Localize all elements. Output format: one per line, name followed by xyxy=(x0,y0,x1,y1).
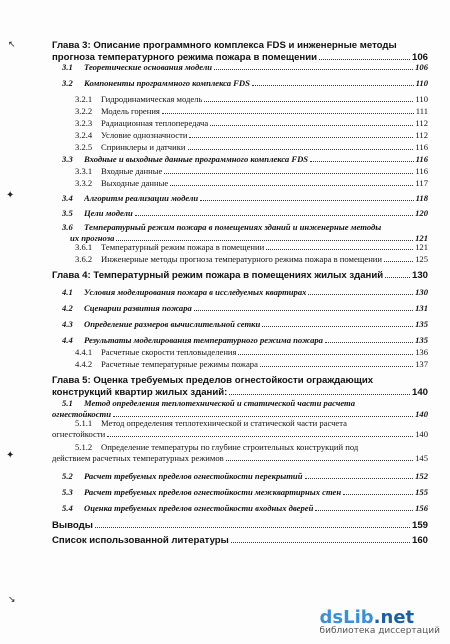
toc-page-number: 121 xyxy=(415,233,428,243)
toc-page-number: 120 xyxy=(415,208,428,218)
toc-entry-title-line1: Глава 3: Описание программного комплекса FDS и инженерные методы xyxy=(52,40,397,51)
toc-entry-title: Компоненты программного комплекса FDS xyxy=(84,78,250,88)
toc-entry-title: Определение размеров вычислительной сетки xyxy=(84,319,261,329)
toc-entry-row xyxy=(62,303,428,314)
toc-page-number: 110 xyxy=(415,94,428,104)
toc-entry-title: прогноза температурного режима пожара в помещении xyxy=(52,52,317,63)
toc-entry-row xyxy=(75,130,428,141)
toc-entry-row xyxy=(52,453,428,464)
toc-entry-row xyxy=(62,335,428,346)
toc-page-number: 155 xyxy=(415,487,428,497)
toc-entry-row xyxy=(75,254,428,265)
toc-entry-row xyxy=(75,166,428,177)
toc-entry-title-line1: Метод определения теплотехнической и статической части расчета xyxy=(84,398,356,408)
watermark xyxy=(320,607,440,636)
toc-page-number: 140 xyxy=(411,387,428,398)
toc-entry-title: Гидродинамическая модель xyxy=(101,94,203,104)
toc-entry-line xyxy=(62,222,381,232)
toc-leader-dots xyxy=(189,137,413,138)
toc-entry-number: 3.6.1 xyxy=(75,242,93,252)
toc-entry-number: 3.2.3 xyxy=(75,118,93,128)
toc-entry-title: Алгоритм реализации модели xyxy=(84,193,199,203)
toc-entry-row xyxy=(75,242,428,253)
toc-entry-row xyxy=(52,270,428,281)
toc-entry-row xyxy=(75,359,428,370)
toc-entry-row xyxy=(62,154,428,165)
toc-leader-dots xyxy=(164,173,413,174)
toc-leader-dots xyxy=(319,59,410,60)
toc-entry-title: Выводы xyxy=(52,520,93,531)
toc-entry-title: Цели модели xyxy=(84,208,133,218)
toc-page-number: 160 xyxy=(411,535,428,546)
toc-entry-title: Расчетные температурные режимы пожара xyxy=(101,359,258,369)
toc-entry-title: Спринклеры и датчики xyxy=(101,142,186,152)
toc-page-number: 140 xyxy=(415,429,428,439)
toc-page-number: 159 xyxy=(411,520,428,531)
toc-entry-number: 5.2 xyxy=(62,471,73,481)
toc-leader-dots xyxy=(204,101,413,102)
toc-entry-number: 4.4.1 xyxy=(75,347,93,357)
toc-entry-title: Расчет требуемых пределов огнестойкости межквартирных стен xyxy=(84,487,342,497)
toc-entry-number: 3.3.1 xyxy=(75,166,93,176)
toc-leader-dots xyxy=(170,185,413,186)
toc-entry-row xyxy=(62,471,428,482)
toc-entry-number: 5.1 xyxy=(62,398,73,408)
toc-entry-title: Глава 4: Температурный режим пожара в помещениях жилых зданий xyxy=(52,270,384,281)
toc-leader-dots xyxy=(229,394,410,395)
toc-entry-row xyxy=(62,193,428,204)
toc-leader-dots xyxy=(315,510,413,511)
toc-leader-dots xyxy=(210,125,413,126)
toc-entry-number: 3.6 xyxy=(62,222,73,232)
toc-leader-dots xyxy=(262,326,413,327)
toc-entry-title-line1: Метод определения теплотехнической и статической части расчета xyxy=(101,418,347,428)
toc-entry-number: 3.5 xyxy=(62,208,73,218)
toc-entry-number: 4.1 xyxy=(62,287,73,297)
toc-entry-number: 4.4 xyxy=(62,335,73,345)
toc-entry-title: Сценарии развития пожара xyxy=(84,303,192,313)
toc-page-number: 112 xyxy=(415,130,428,140)
toc-entry-number: 3.4 xyxy=(62,193,73,203)
toc-leader-dots xyxy=(107,436,413,437)
toc-entry-row xyxy=(52,535,428,546)
toc-page-number: 106 xyxy=(415,62,428,72)
toc-entry-title: Результаты моделирования температурного режима пожара xyxy=(84,335,323,345)
toc-entry-row xyxy=(62,487,428,498)
toc-leader-dots xyxy=(385,277,410,278)
toc-leader-dots xyxy=(194,310,413,311)
toc-entry-title: Модель горения xyxy=(101,106,160,116)
toc-entry-number: 3.3.2 xyxy=(75,178,93,188)
toc-entry-row xyxy=(62,208,428,219)
toc-leader-dots xyxy=(252,85,414,86)
toc-page-number: 137 xyxy=(415,359,428,369)
toc-entry-title: Инженерные методы прогноза температурного режима пожара в помещении xyxy=(101,254,382,264)
toc-entry-row xyxy=(62,62,428,73)
watermark-logo: dsLib.net xyxy=(319,607,415,628)
toc-entry-number: 3.6.2 xyxy=(75,254,93,264)
toc-entry-number: 3.3 xyxy=(62,154,73,164)
toc-leader-dots xyxy=(308,294,413,295)
toc-entry-title: Расчет требуемых пределов огнестойкости перекрытий xyxy=(84,471,303,481)
toc-leader-dots xyxy=(310,161,413,162)
scan-mark-left: ✦ xyxy=(6,190,15,201)
scan-mark-top: ↖ xyxy=(8,40,16,50)
toc-page-number: 106 xyxy=(411,52,428,63)
toc-entry-line xyxy=(52,375,373,386)
toc-entry-row xyxy=(75,347,428,358)
toc-entry-title: Выходные данные xyxy=(101,178,169,188)
toc-page-number: 131 xyxy=(415,303,428,313)
toc-page-number: 112 xyxy=(415,118,428,128)
scan-mark-bottom: ↘ xyxy=(8,595,16,605)
toc-entry-title-line1: Температурный режим пожара в помещениях зданий и инженерные методы xyxy=(84,222,382,232)
toc-entry-title: огнестойкости xyxy=(52,409,112,419)
toc-leader-dots xyxy=(343,494,413,495)
toc-leader-dots xyxy=(162,113,414,114)
toc-entry-row xyxy=(62,503,428,514)
toc-leader-dots xyxy=(113,416,413,417)
watermark-subtitle: библиотека диссертаций xyxy=(319,626,440,636)
toc-entry-number: 5.4 xyxy=(62,503,73,513)
toc-entry-row xyxy=(62,78,428,89)
toc-entry-title: Оценка требуемых пределов огнестойкости входных дверей xyxy=(84,503,314,513)
toc-entry-title: огнестойкости xyxy=(52,429,106,439)
toc-page-number: 130 xyxy=(411,270,428,281)
toc-page-number: 111 xyxy=(415,106,428,116)
toc-entry-title: Входные и выходные данные программного комплекса FDS xyxy=(84,154,309,164)
toc-entry-line xyxy=(52,40,397,51)
toc-leader-dots xyxy=(384,261,413,262)
toc-entry-number: 4.2 xyxy=(62,303,73,313)
toc-entry-row xyxy=(62,319,428,330)
toc-page-number: 136 xyxy=(415,347,428,357)
toc-leader-dots xyxy=(226,460,413,461)
toc-entry-row xyxy=(75,178,428,189)
toc-entry-number: 5.3 xyxy=(62,487,73,497)
toc-leader-dots xyxy=(238,354,413,355)
toc-entry-title: Условия моделирования пожара в исследуемых квартирах xyxy=(84,287,307,297)
toc-entry-title: конструкций квартир жилых зданий: xyxy=(52,387,228,398)
toc-entry-title: Входные данные xyxy=(101,166,163,176)
toc-leader-dots xyxy=(260,366,413,367)
toc-page-number: 140 xyxy=(415,409,428,419)
toc-entry-line xyxy=(75,418,347,428)
toc-entry-row xyxy=(75,106,428,117)
toc-entry-title: действием расчетных температурных режимов xyxy=(52,453,224,463)
toc-page-number: 156 xyxy=(415,503,428,513)
toc-leader-dots xyxy=(188,149,414,150)
toc-page-number: 130 xyxy=(415,287,428,297)
toc-entry-title: их прогноза xyxy=(70,233,115,243)
toc-entry-title: Теоретические основания модели xyxy=(84,62,213,72)
toc-entry-number: 3.2.4 xyxy=(75,130,93,140)
toc-entry-number: 5.1.1 xyxy=(75,418,93,428)
toc-entry-number: 3.2 xyxy=(62,78,73,88)
toc-entry-title: Условие однозначности xyxy=(101,130,188,140)
toc-entry-row xyxy=(52,429,428,440)
toc-entry-title: Расчетные скорости тепловыделения xyxy=(101,347,237,357)
toc-entry-number: 3.2.5 xyxy=(75,142,93,152)
toc-entry-title-line1: Глава 5: Оценка требуемых пределов огнестойкости ограждающих xyxy=(52,375,374,386)
toc-entry-row xyxy=(75,94,428,105)
toc-entry-number: 5.1.2 xyxy=(75,442,93,452)
toc-entry-number: 3.2.2 xyxy=(75,106,93,116)
toc-entry-row xyxy=(75,118,428,129)
toc-entry-title: Температурный режим пожара в помещении xyxy=(101,242,265,252)
toc-leader-dots xyxy=(305,478,414,479)
toc-page-number: 117 xyxy=(415,178,428,188)
toc-entry-line xyxy=(75,442,358,452)
toc-entry-row xyxy=(62,287,428,298)
toc-entry-row xyxy=(75,142,428,153)
toc-leader-dots xyxy=(116,240,413,241)
scan-mark-left-2: ✦ xyxy=(6,450,15,461)
toc-page-number: 135 xyxy=(415,335,428,345)
toc-leader-dots xyxy=(95,527,410,528)
toc-entry-row xyxy=(52,520,428,531)
toc-entry-number: 3.2.1 xyxy=(75,94,93,104)
toc-page-number: 110 xyxy=(415,78,428,88)
toc-leader-dots xyxy=(214,69,413,70)
toc-page-number: 152 xyxy=(415,471,428,481)
toc-leader-dots xyxy=(266,249,413,250)
toc-entry-number: 4.4.2 xyxy=(75,359,93,369)
toc-entry-row xyxy=(52,387,428,398)
toc-entry-line xyxy=(62,398,355,408)
toc-page-number: 121 xyxy=(415,242,428,252)
toc-entry-title-line1: Определение температуры по глубине строительных конструкций под xyxy=(101,442,359,452)
toc-page-number: 118 xyxy=(415,193,428,203)
toc-page-number: 135 xyxy=(415,319,428,329)
toc-entry-title: Радиационная теплопередача xyxy=(101,118,209,128)
toc-page-number: 116 xyxy=(415,154,428,164)
toc-leader-dots xyxy=(200,200,413,201)
toc-leader-dots xyxy=(325,342,413,343)
toc-page-number: 145 xyxy=(415,453,428,463)
toc-page-number: 125 xyxy=(415,254,428,264)
toc-leader-dots xyxy=(135,215,413,216)
toc-leader-dots xyxy=(231,542,410,543)
toc-entry-number: 4.3 xyxy=(62,319,73,329)
toc-page-number: 116 xyxy=(415,142,428,152)
toc-page-number: 116 xyxy=(415,166,428,176)
toc-entry-number: 3.1 xyxy=(62,62,73,72)
toc-entry-title: Список использованной литературы xyxy=(52,535,229,546)
